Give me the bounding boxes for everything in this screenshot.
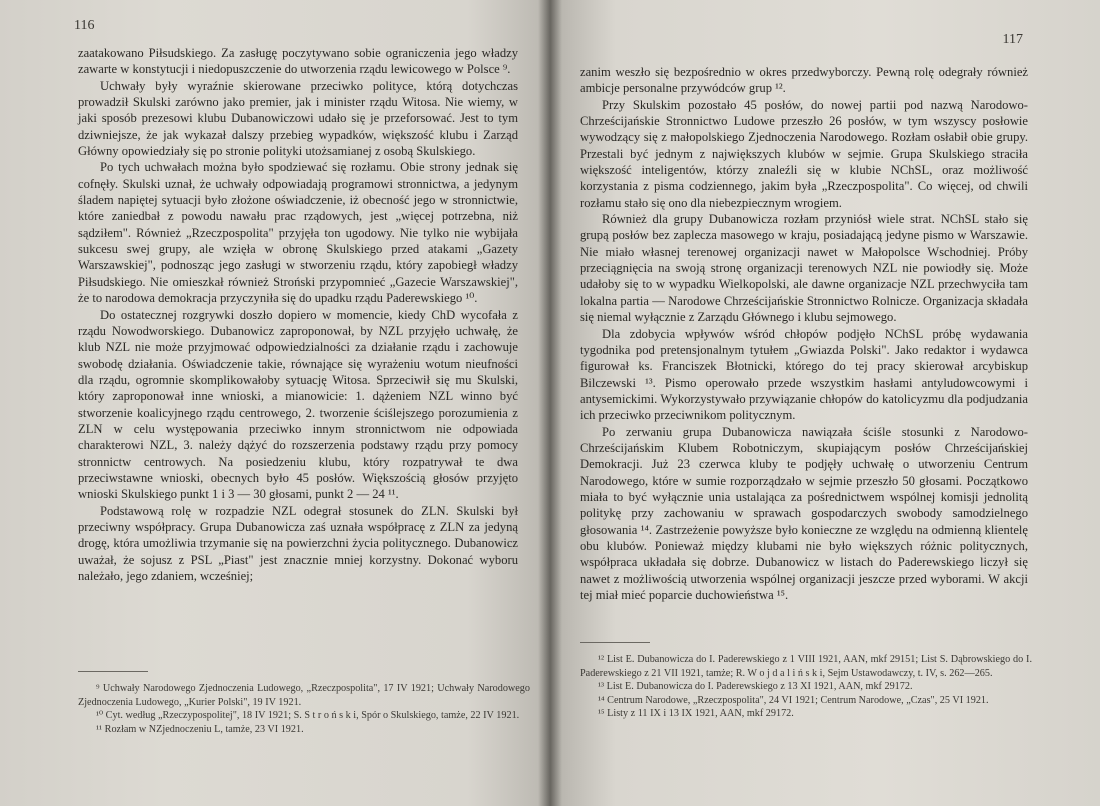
paragraph: Po tych uchwałach można było spodziewać się rozłamu. Obie strony jednak się cofnęły. Skulski uznał, że uchwały odpowiadają programowi stronnictwa, a jedynym śladem napiętej sytuacji było złożone oświadczenie, iż obecność jego w stronnictwie, które zaniedbał z powodu nawału prac rządowych, jest „więcej potrzebna, niż sądziłem". Również „Rzeczpospolita" przyjęła ton ugodowy. Nie tylko nie wybijała sukcesu swej grupy, ale wzięła w obronę Skulskiego przed atakami „Gazety Warszawskiej", podnosząc jego zasługi w stworzeniu rządu, który zapobiegł władzy Piłsudskiego. Nie omieszkał również Stroński przypomnieć „Gazecie Warszawskiej", że to narodowa demokracja przyczyniła się do upadku rządu Paderewskiego ¹⁰. bbox=[78, 160, 518, 306]
paragraph: zaatakowano Piłsudskiego. Za zasługę poczytywano sobie ograniczenia jego władzy zawarte w konstytucji i niedopuszczenie do utworzenia rządu lewicowego w Polsce ⁹. bbox=[78, 46, 518, 77]
footnotes bbox=[78, 682, 530, 736]
footnote: ¹² List E. Dubanowicza do I. Paderewskiego z 1 VIII 1921, AAN, mkf 29151; List S. Dąbrowskiego do I. Paderewskiego z 21 VII 1921, tamże; R. W o j d a l i ń s k i, Sejm Ustawodawczy, t. IV, s. 262—265. bbox=[580, 654, 1032, 679]
footnote: ¹⁴ Centrum Narodowe, „Rzeczpospolita", 24 VI 1921; Centrum Narodowe, „Czas", 25 VI 1921. bbox=[598, 694, 989, 706]
page-number: 117 bbox=[1002, 32, 1023, 47]
footnote: ¹¹ Rozłam w NZjednoczeniu L, tamże, 23 VI 1921. bbox=[96, 723, 304, 735]
paragraph: zanim weszło się bezpośrednio w okres przedwyborczy. Pewną rolę odegrały również ambicje personalne przywódców grup ¹². bbox=[580, 65, 1028, 96]
paragraph: Po zerwaniu grupa Dubanowicza nawiązała ściśle stosunki z Narodowo-Chrześcijańskim Klubem Robotniczym, skupiającym posłów Chrześcijańskiej Demokracji. Już 23 czerwca kluby te podjęły uchwałę o utworzeniu Centrum Narodowego, które w sumie rozporządzało w sejmie przeszło 50 głosami. Początkowo miała to być wyłącznie unia ustalająca za pośrednictwem wspólnej komisji jednolitą politykę przy zachowaniu w sprawach gospodarczych swobody samodzielnego głosowania ¹⁴. Zastrzeżenie powyższe było konieczne ze względu na odmienną klientelę obu klubów. Ponieważ między klubami nie było większych różnic politycznych, współpraca układała się dobrze. Dubanowicz w listach do Paderewskiego liczył się nawet z możliwością utworzenia wspólnej organizacji jeszcze przed wyborami. W akcji tej miał mieć poparcie duchowieństwa ¹⁵. bbox=[580, 424, 1028, 602]
paragraph: Dla zdobycia wpływów wśród chłopów podjęło NChSL próbę wydawania tygodnika pod pretensjonalnym tytułem „Gwiazda Polski". Jako redaktor i wydawca figurował ks. Franciszek Błotnicki, którego do tej pracy skierował arcybiskup Bilczewski ¹³. Pismo operowało przede wszystkim hasłami antyludowcowymi i antysemickimi. Wykorzystywało przywiązanie chłopów do katolicyzmu dla podjudzania ich przeciwko przeciwnikom politycznym. bbox=[580, 326, 1028, 423]
footnote: ¹⁵ Listy z 11 IX i 13 IX 1921, AAN, mkf 29172. bbox=[598, 708, 794, 720]
footnote: ¹⁰ Cyt. według „Rzeczypospolitej", 18 IV 1921; S. S t r o ń s k i, Spór o Skulskiego, tamże, 22 IV 1921. bbox=[96, 710, 520, 722]
body-text bbox=[580, 64, 1028, 603]
paragraph: Podstawową rolę w rozpadzie NZL odegrał stosunek do ZLN. Skulski był przeciwny współpracy. Grupa Dubanowicza zaś uznała współpracę z ZLN za jedyną drogę, która umożliwia trzymanie się na powierzchni życia politycznego. Dubanowicz uważał, że sojusz z PSL „Piast" jest znacznie mniej korzystny. Dokonać wyboru należało, jego zdaniem, wcześniej; bbox=[78, 503, 518, 583]
page-number: 116 bbox=[74, 18, 95, 33]
footnote-divider bbox=[580, 642, 650, 643]
footnote: ¹³ List E. Dubanowicza do I. Paderewskiego z 13 XI 1921, AAN, mkf 29172. bbox=[598, 681, 913, 693]
paragraph: Do ostatecznej rozgrywki doszło dopiero w momencie, kiedy ChD wycofała z rządu Nowodworskiego. Dubanowicz zaproponował, by NZL przyjęło uchwałę, że klub NZL nie może przyjmować odpowiedzialności za działanie rządu i zachowuje swobodę działania. Oświadczenie takie, równające się wyrażeniu wotum nieufności dla rządu, ogromnie skomplikowałoby sytuację Witosa. Sprzeciwił się mu Skulski, który zaproponował inne wnioski, a mianowicie: 1. dążeniem NZL winno być stworzenie koalicyjnego rządu centrowego, 2. tworzenie ściślejszego porozumienia z ZLN w celu występowania przeciwko innym stronnictwom nie odpowiada charakterowi NZL, 3. należy dążyć do rozszerzenia podstawy rządu przy pomocy stronnictw centrowych. Na posiedzeniu klubu, który rozpatrywał te dwa przeciwstawne wnioski, obecnych było 45 posłów. Większością głosów przyjęto wnioski Skulskiego punkt 1 i 3 — 30 głosami, punkt 2 — 24 ¹¹. bbox=[78, 307, 518, 502]
paragraph: Również dla grupy Dubanowicza rozłam przyniósł wiele strat. NChSL stało się grupą posłów bez zaplecza masowego w kraju, posiadającą jedyne pismo w Warszawie. Nie miało własnej terenowej organizacji nawet w Małopolsce Wschodniej. Próby przeciągnięcia na swoją stronę organizacji terenowych NZL nie powiodły się. Może udałoby się to w wypadku Wielkopolski, ale dawne organizacje NZL przechwyciła tam lokalna partia — Narodowe Chrześcijańskie Stronnictwo Rolnicze. Organizacja składała się niemal wyłącznie z Zarządu Głównego i klubu sejmowego. bbox=[580, 212, 1028, 325]
footnote: ⁹ Uchwały Narodowego Zjednoczenia Ludowego, „Rzeczpospolita", 17 IV 1921; Uchwały Narodowego Zjednoczenia Ludowego, „Kurier Polski", 19 IV 1921. bbox=[78, 683, 530, 708]
paragraph: Przy Skulskim pozostało 45 posłów, do nowej partii pod nazwą Narodowo-Chrześcijańskie Stronnictwo Ludowe przeszło 26 posłów, w tym wszyscy posłowie wywodzący się z małopolskiego Zjednoczenia Narodowego. Rozłam osłabił obie grupy. Przestali być jednym z największych klubów w sejmie. Grupa Skulskiego straciła większość inteligentów, którzy znaleźli się w klubie NChSL, oraz możliwość korzystania z pisma codziennego, jakim była „Rzeczpospolita". Co więcej, od chwili rozłamu stało się ono dla niebezpiecznym wrogiem. bbox=[580, 97, 1028, 210]
body-text bbox=[78, 45, 518, 584]
footnote-divider bbox=[78, 671, 148, 672]
right-page bbox=[550, 0, 1100, 806]
paragraph: Uchwały były wyraźnie skierowane przeciwko polityce, którą dotychczas prowadził Skulski zarówno jako premier, jak i minister rządu Witosa. Nie wiemy, w jaki sposób prezesowi klubu Dubanowiczowi udało się je przeforsować. Jest to tym dziwniejsze, że jak wykazał dalszy przebieg wypadków, większość klubu i Zarząd Główny opowiedziały się po stronie polityki utożsamianej z osobą Skulskiego. bbox=[78, 78, 518, 159]
footnotes bbox=[580, 653, 1032, 721]
